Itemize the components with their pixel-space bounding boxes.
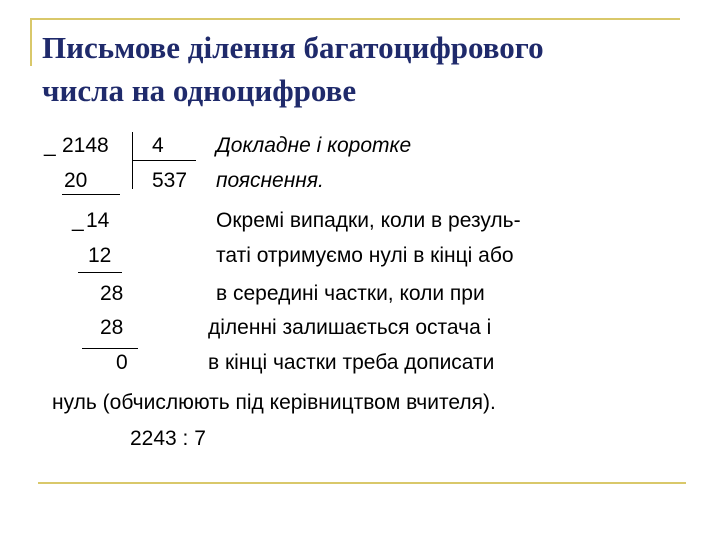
- example-expression: 2243 : 7: [130, 427, 206, 450]
- text-line-4: таті отримуємо нулі в кінці або: [216, 244, 514, 267]
- quotient: 537: [152, 169, 188, 192]
- subtrahend-1: 20: [64, 169, 88, 192]
- text-line-5: в середині частки, коли при: [216, 282, 485, 305]
- top-decorative-rule: [30, 18, 680, 20]
- minus-sign-2: _: [72, 209, 84, 232]
- subtrahend-2: 12: [88, 244, 112, 267]
- bottom-decorative-rule: [38, 482, 686, 484]
- subtraction-line-2: [78, 272, 122, 273]
- text-line-6: діленні залишається остача і: [208, 316, 492, 339]
- subtrahend-3: 28: [100, 316, 124, 339]
- remainder-1: 14: [86, 209, 110, 232]
- title-line-1: Письмове ділення багатоцифрового: [42, 30, 544, 65]
- divisor: 4: [152, 134, 164, 157]
- text-line-3: Окремі випадки, коли в резуль-: [216, 209, 521, 232]
- minus-sign-1: _: [44, 134, 56, 157]
- text-line-2: пояснення.: [216, 169, 324, 192]
- dividend: 2148: [62, 134, 109, 157]
- divisor-underline: [132, 160, 196, 161]
- left-decorative-rule: [30, 18, 32, 66]
- subtraction-line-3: [82, 348, 138, 349]
- text-line-8: нуль (обчислюють під керівництвом вчителя).: [52, 391, 496, 414]
- slide-title: [42, 26, 702, 112]
- title-line-2: числа на одноцифрове: [42, 73, 357, 108]
- text-line-7: в кінці частки треба дописати: [208, 351, 495, 374]
- text-line-1: Докладне і коротке: [216, 134, 412, 157]
- subtraction-line-1: [62, 194, 120, 195]
- remainder-2: 28: [100, 282, 124, 305]
- final-remainder: 0: [116, 351, 128, 374]
